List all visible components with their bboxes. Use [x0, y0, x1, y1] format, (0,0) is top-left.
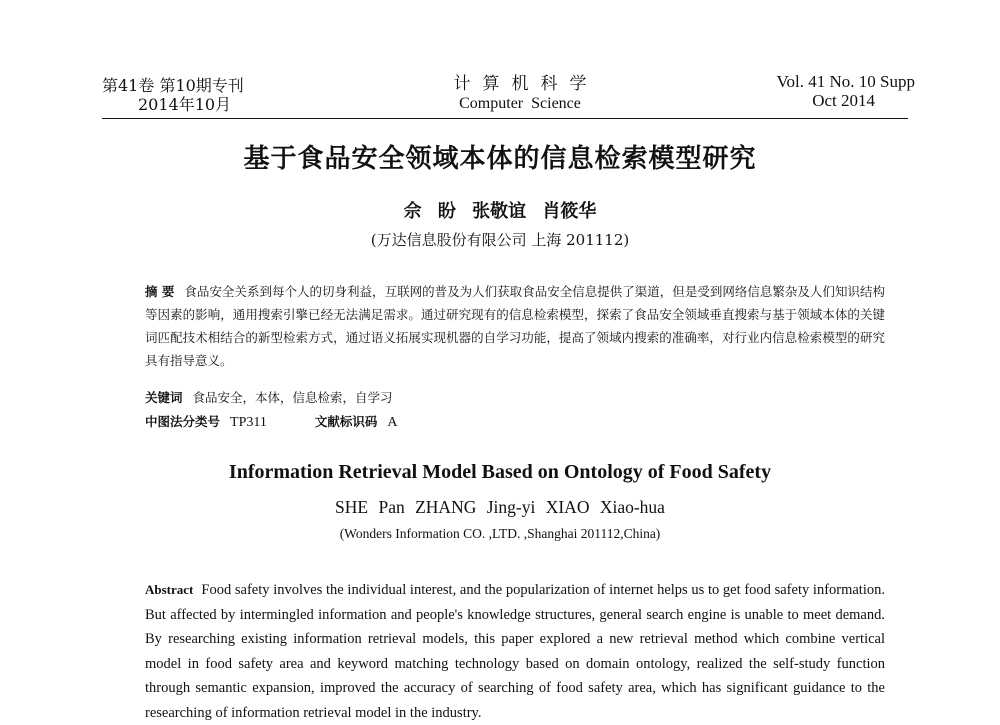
affiliation-cn: (万达信息股份有限公司 上海 201112) [370, 231, 630, 249]
abstract-label-en: Abstract [145, 582, 194, 597]
clc-value: TP311 [230, 415, 267, 430]
keywords-cn [145, 388, 393, 406]
abstract-en [145, 578, 885, 725]
doc-code-value: A [387, 415, 398, 430]
abstract-label-cn: 摘 要 [145, 284, 175, 299]
header-rule [102, 118, 908, 119]
journal-name [420, 74, 620, 113]
affiliation-en: (Wonders Information CO. ,LTD. ,Shanghai 201112,China) [339, 526, 661, 541]
volume-issue-en: Vol. 41 No. 10 Supp [776, 72, 915, 91]
volume-issue: 第41卷 第10期专刊 [102, 76, 244, 95]
doc-code-label: 文献标识码 [314, 414, 378, 429]
classification-line [145, 412, 397, 431]
abstract-cn [145, 280, 885, 372]
authors-cn: 佘 盼 张敬谊 肖筱华 [403, 201, 597, 222]
journal-volume-info-en [735, 72, 915, 110]
keywords-label-cn: 关键词 [145, 390, 183, 405]
journal-name-cn: 计算机科学 [453, 74, 599, 94]
journal-volume-info [102, 76, 244, 114]
keywords-text-cn: 食品安全，本体，信息检索，自学习 [192, 390, 393, 405]
abstract-text-cn: 食品安全关系到每个人的切身利益，互联网的普及为人们获取食品安全信息提供了渠道，但是受到网络信息繁杂及人们知识结构等因素的影响，通用搜索引擎已经无法满足需求。通过研究现有的信息检索模型，探索了食品安全领域垂直搜索与基于领域本体的关键词匹配技术相结合的新型检索方式，通过语义拓展实现机器的自学习功能，提高了领域内搜索的准确率，对行业内信息检索模型的研究具有指导意义。 [145, 284, 885, 368]
authors-en: SHE Pan ZHANG Jing-yi XIAO Xiao-hua [335, 497, 665, 517]
clc-label: 中图法分类号 [145, 414, 221, 429]
issue-date-cn: 2014年10月 [138, 95, 232, 114]
paper-title-en: Information Retrieval Model Based on Ontology of Food Safety [228, 461, 772, 483]
paper-title-cn: 基于食品安全领域本体的信息检索模型研究 [243, 144, 757, 174]
issue-date-en: Oct 2014 [812, 91, 875, 110]
journal-name-en: Computer Science [459, 95, 581, 112]
abstract-text-en: Food safety involves the individual interest, and the popularization of internet helps us to get food safety information. But affected by intermingled information and people's knowledge structures, general search engine is unable to meet demand. By researching existing information retrieval models, this paper explored a new retrieval method which combine vertical model in food safety area and keyword matching technology based on domain ontology, realized the self-study function through semantic expansion, improved the accuracy of searching of food safety area, which has significant guidance to the researching of information retrieval model in the industry. [145, 582, 885, 721]
